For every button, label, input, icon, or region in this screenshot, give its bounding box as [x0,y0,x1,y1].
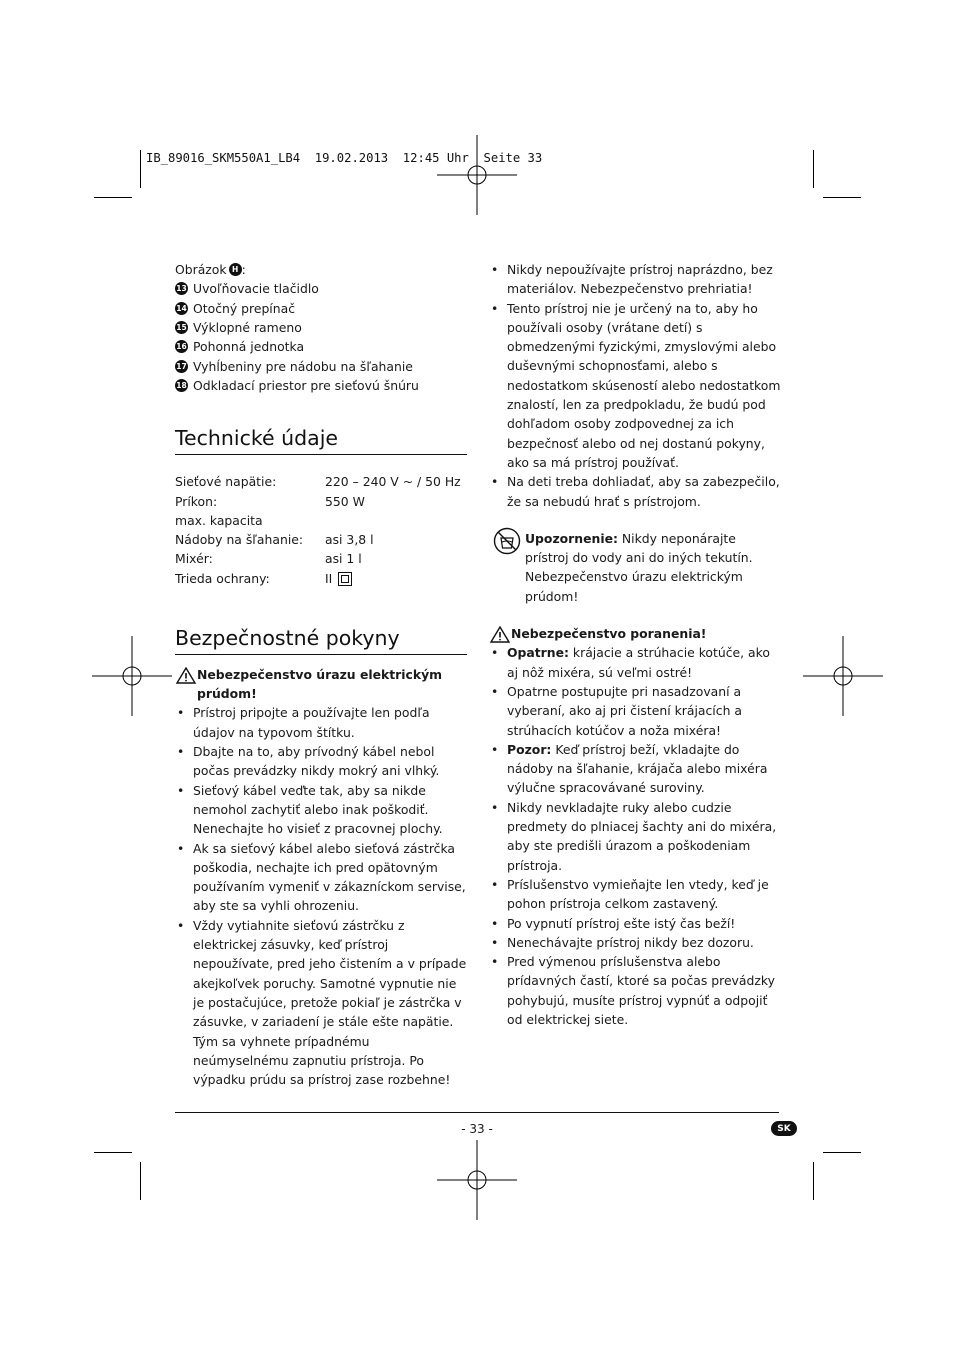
number-badge: 15 [176,323,187,333]
notice-label: Upozornenie: [525,530,618,546]
general-safety-list [489,260,781,511]
number-badge: 17 [176,361,187,371]
no-immersion-icon [489,527,525,555]
warning-text: Nebezpečenstvo úrazu elektrickým prúdom! [197,666,443,702]
list-item: • Prístroj pripojte a používajte len podľa údajov na typovom štítku. [175,703,467,742]
figure-label: Obrázok [175,262,227,278]
spec-row [175,472,461,491]
figure-letter-badge: H [229,263,242,276]
list-item: • Vždy vytiahnite sieťovú zástrčku z elektrickej zásuvky, keď prístroj nepoužívate, pred jeho čistením a v prípade akejkoľvek poruchy. Samotné vypnutie nie je postačujúce, pretože pokiaľ je zástrčka v zásuvke, v zariadení je stále ešte napätie. Tým sa vyhnete prípadnému neúmyselnému zapnutiu prístroja. Po výpadku prúdu sa prístroj zase rozbehne! [175,916,467,1090]
left-column [175,260,467,1089]
injury-safety-list [489,643,781,1029]
spec-value: 550 W [325,493,365,509]
registration-mark-icon [803,636,883,716]
spec-key: Mixér: [175,551,213,567]
crop-mark [813,150,814,188]
legend-text: Uvoľňovacie tlačidlo [193,281,319,297]
list-item: • Nikdy nepoužívajte prístroj naprázdno, bez materiálov. Nebezpečenstvo prehriatia! [489,260,781,299]
list-item [489,740,781,798]
print-slug: IB_89016_SKM550A1_LB4 19.02.2013 12:45 Uhr Seite 33 [146,151,543,165]
right-column [489,260,781,1029]
list-item [489,952,781,1029]
item-text: Nikdy nevkladajte ruky alebo cudzie predmety do plniacej šachty ani do mixéra, aby ste predišli úrazom a poškodeniam prístroja. [507,799,777,873]
spec-row [175,569,461,588]
number-badge: 14 [176,303,187,313]
notice-text [525,529,781,606]
registration-mark-icon [437,135,517,215]
item-text: Nenechávajte prístroj nikdy bez dozoru. [507,934,754,950]
page-number: - 33 - [461,1122,493,1136]
list-item [489,914,781,933]
protection-class-icon [338,572,352,586]
safety-heading: Bezpečnostné pokyny [175,626,467,655]
legend-item [175,279,467,298]
notice-body: Nikdy neponárajte prístroj do vody ani do iných tekutín. Nebezpečenstvo úrazu elektrickým prúdom! [525,530,753,604]
spec-value: asi 3,8 l [325,532,374,548]
item-emphasis: Pozor: [507,741,552,757]
item-text: Pred výmenou príslušenstva alebo prídavných častí, ktoré sa počas prevádzky pohybujú, musíte prístroj vypnúť a odpojiť od elektrickej siete. [507,954,775,1027]
registration-mark-icon [437,1140,517,1220]
legend-item [175,318,467,337]
list-item: • Dbajte na to, aby prívodný kábel nebol počas prevádzky nikdy mokrý ani vlhký. [175,742,467,781]
electric-safety-list [175,703,467,1089]
spec-key: Trieda ochrany: [175,570,270,586]
number-badge: 18 [176,380,187,390]
crop-mark [94,1152,132,1153]
spec-row [175,491,461,510]
language-badge: SK [771,1121,797,1136]
spec-table [175,472,461,588]
spec-key: Príkon: [175,493,218,509]
list-item: • Sieťový kábel veďte tak, aby sa nikde nemohol zachytiť alebo inak poškodiť. Nenechajte ho visieť z pracovnej plochy. [175,781,467,839]
spec-row [175,549,461,568]
spec-row [175,511,461,530]
figure-caption: Obrázok H : [175,262,246,278]
legend-text: Vyhĺbeniny pre nádobu na šľahanie [193,358,413,374]
injury-warning-heading [489,624,781,643]
immersion-notice [489,529,781,606]
list-item [489,643,781,682]
number-badge: 16 [176,342,187,352]
list-item [489,682,781,740]
list-item: • Tento prístroj nie je určený na to, aby ho používali osoby (vrátane detí) s obmedzenými fyzickými, zmyslovými alebo duševnými schopnosťami, alebo s nedostatkom skúseností alebo nedostatkom znalostí, len za predpokladu, že budú pod dohľadom osoby zodpovednej za ich bezpečnosť alebo od nej dostanú pokyny, ako sa má prístroj používať. [489,299,781,473]
spec-value: II [325,570,333,586]
crop-mark [94,197,132,198]
warning-triangle-icon [175,667,197,684]
item-text: Po vypnutí prístroj ešte istý čas beží! [507,915,736,931]
legend-text: Odkladací priestor pre sieťovú šnúru [193,377,419,393]
spec-key: Sieťové napätie: [175,474,277,490]
tech-heading: Technické údaje [175,426,467,455]
warning-triangle-icon [489,626,511,643]
legend-text: Otočný prepínač [193,300,296,316]
spec-value: 220 – 240 V ~ / 50 Hz [325,474,461,490]
footer-rule [175,1112,779,1113]
spec-value: asi 1 l [325,551,362,567]
item-text: Opatrne postupujte pri nasadzovaní a vyberaní, ako aj pri čistení krájacích a strúhacích kotúčov a noža mixéra! [507,683,742,738]
legend-text: Pohonná jednotka [193,339,305,355]
list-item [489,875,781,914]
legend-item [175,356,467,375]
figure-legend [175,279,467,395]
crop-mark [140,1162,141,1200]
list-item [489,933,781,952]
spec-key: Nádoby na šľahanie: [175,532,304,548]
item-text: Keď prístroj beží, vkladajte do nádoby na šľahanie, krájača alebo mixéra výlučne spracovávané suroviny. [507,741,768,796]
item-emphasis: Opatrne: [507,645,569,661]
crop-mark [813,1162,814,1200]
crop-mark [140,150,141,188]
warning-text: Nebezpečenstvo poranenia! [511,626,707,642]
legend-item [175,299,467,318]
crop-mark [823,1152,861,1153]
spec-row [175,530,461,549]
registration-mark-icon [92,636,172,716]
item-text: krájacie a strúhacie kotúče, ako aj nôž mixéra, sú veľmi ostré! [507,645,770,680]
spec-key: max. kapacita [175,512,263,528]
legend-item [175,376,467,395]
legend-item [175,337,467,356]
list-item [489,798,781,875]
legend-text: Výklopné rameno [193,320,302,336]
spec-value [325,511,461,530]
crop-mark [823,197,861,198]
item-text: Príslušenstvo vymieňajte len vtedy, keď je pohon prístroja celkom zastavený. [507,876,769,912]
number-badge: 13 [176,284,187,294]
electric-warning-heading [175,665,467,704]
list-item: • Ak sa sieťový kábel alebo sieťová zástrčka poškodia, nechajte ich pred opätovným používaním vymeniť v zákazníckom servise, aby ste sa vyhli ohrozeniu. [175,839,467,916]
list-item: • Na deti treba dohliadať, aby sa zabezpečilo, že sa nebudú hrať s prístrojom. [489,472,781,511]
